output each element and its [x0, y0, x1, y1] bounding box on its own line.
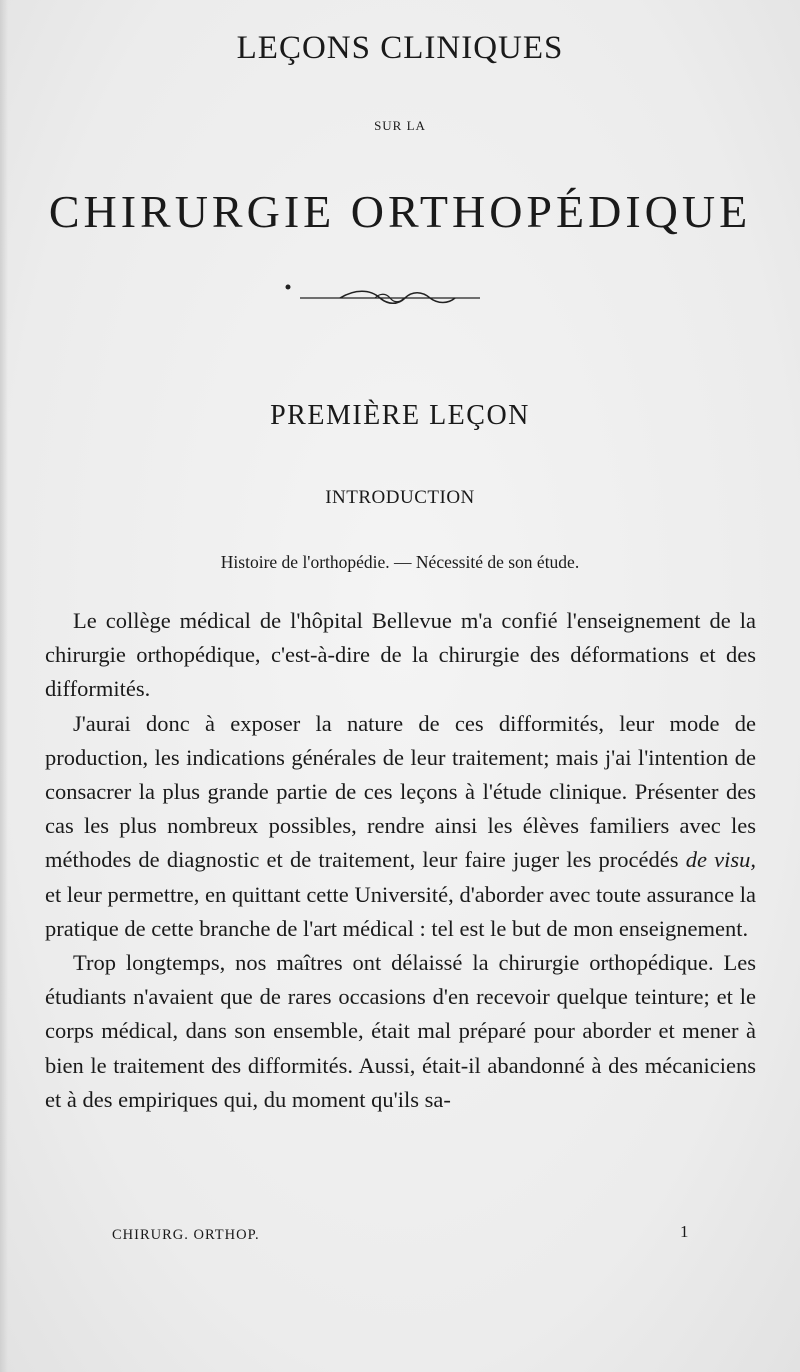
- paragraph-2-part-a: J'aurai donc à exposer la nature de ces difformités, leur mode de production, les indications générales de leur traitement; mais j'ai l'intention de consacrer la plus grande partie de ces leçons à l'étude clinique. Présenter des cas les plus nombreux possibles, rendre ainsi les élèves familiers avec les méthodes de diagnostic et de traitement, leur faire juger les procédés: [45, 710, 756, 873]
- ornament-divider: [280, 283, 500, 313]
- signature-mark: 1: [680, 1222, 689, 1241]
- section-heading: INTRODUCTION: [325, 487, 475, 508]
- paragraph-2-part-b: et leur permettre, en quittant cette Université, d'aborder avec toute assurance la pratique de cette branche de l'art médical : tel est le but de mon enseignement.: [45, 881, 756, 941]
- main-title: CHIRURGIE ORTHOPÉDIQUE: [48, 186, 752, 237]
- title-connector: SUR LA: [374, 118, 426, 133]
- lecture-title: PREMIÈRE LEÇON: [270, 400, 530, 431]
- paragraph-2: [45, 707, 756, 946]
- lecture-subtitle: Histoire de l'orthopédie. — Nécessité de son étude.: [220, 552, 580, 572]
- series-title: LEÇONS CLINIQUES: [236, 30, 564, 66]
- running-title: CHIRURG. ORTHOP.: [112, 1227, 260, 1243]
- paragraph-2-italic: de visu,: [685, 847, 756, 873]
- paragraph-1: Le collège médical de l'hôpital Bellevue m'a confié l'enseignement de la chirurgie orthopédique, c'est-à-dire de la chirurgie des déformations et des difformités.: [45, 608, 756, 702]
- body-text: [45, 604, 756, 1117]
- paragraph-3: Trop longtemps, nos maîtres ont délaissé la chirurgie orthopédique. Les étudiants n'avaient que de rares occasions d'en recevoir quelque teinture; et le corps médical, dans son ensemble, était mal préparé pour aborder et mener à bien le traitement des difformités. Aussi, était-il abandonné à des mécaniciens et à des empiriques qui, du moment qu'ils sa-: [45, 950, 756, 1112]
